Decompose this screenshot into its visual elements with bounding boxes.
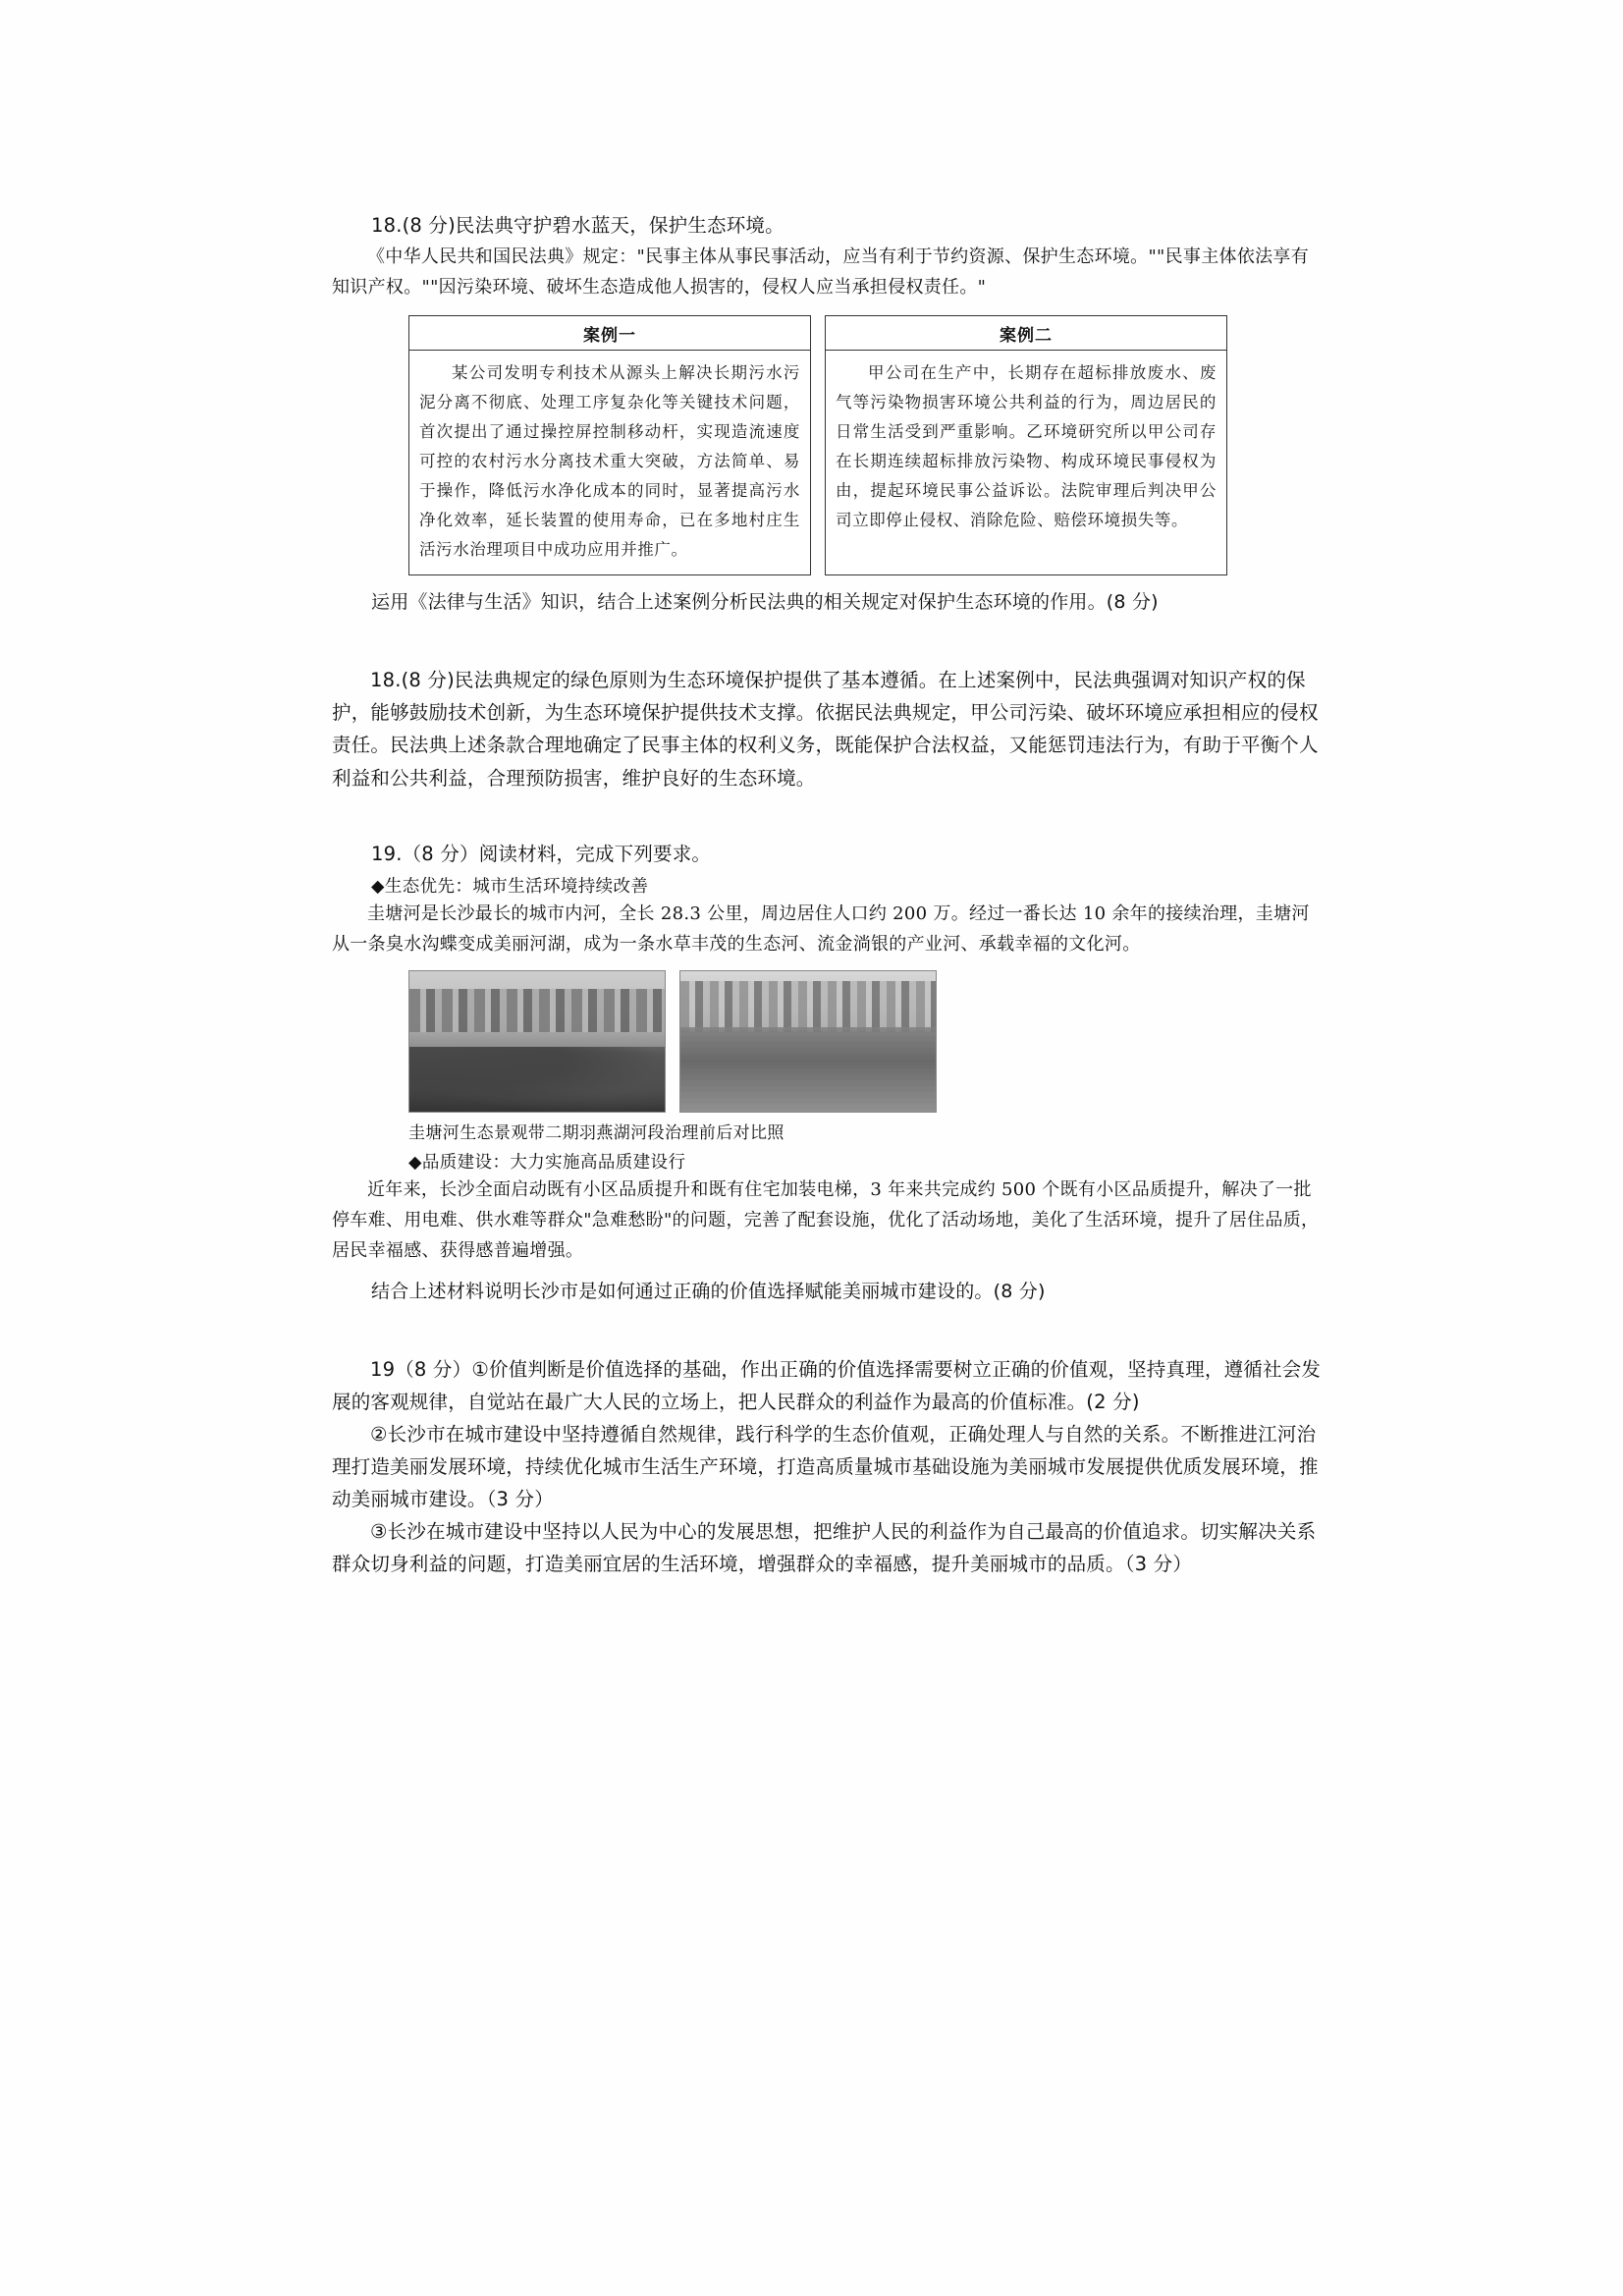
q19-paragraph-1: 圭塘河是长沙最长的城市内河，全长 28.3 公里，周边居住人口约 200 万。经过一番长达 10 余年的接续治理，圭塘河从一条臭水沟蝶变成美丽河湖，成为一条水草丰茂的生态河、流金淌银的产业河、承载幸福的文化河。 [332,902,1310,955]
q19-prompt: 结合上述材料说明长沙市是如何通过正确的价值选择赋能美丽城市建设的。(8 分) [371,1280,1046,1302]
q19-bullet-eco: ◆生态优先：城市生活环境持续改善 [371,876,649,897]
case-two-title: 案例二 [826,316,1226,351]
case-box-two [825,315,1227,575]
photo-before-treatment [408,970,666,1113]
page-content [332,211,1324,1581]
q19-photo-pair [408,970,1324,1113]
case-one-title: 案例一 [409,316,810,351]
q19-answer-item-3: ③长沙在城市建设中坚持以人民为中心的发展思想，把维护人民的利益作为自己最高的价值追求。切实解决关系群众切身利益的问题，打造美丽宜居的生活环境，增强群众的幸福感，提升美丽城市的品质。（3 分） [332,1520,1317,1576]
q19-paragraph-2: 近年来，长沙全面启动既有小区品质提升和既有住宅加装电梯，3 年来共完成约 500 个既有小区品质提升，解决了一批停车难、用电难、供水难等群众"急难愁盼"的问题，完善了配套设施，优化了活动场地，美化了生活环境，提升了居住品质，居民幸福感、获得感普遍增强。 [332,1178,1320,1261]
q18-prompt: 运用《法律与生活》知识，结合上述案例分析民法典的相关规定对保护生态环境的作用。(8 分) [371,591,1159,614]
q18-quote: 《中华人民共和国民法典》规定："民事主体从事民事活动，应当有利于节约资源、保护生态环境。""民事主体依法享有知识产权。""因污染环境、破坏生态造成他人损害的，侵权人应当承担侵权责任。" [332,246,1310,299]
case-box-one [408,315,811,575]
question-18 [332,211,1324,619]
question-19 [332,840,1324,1308]
q19-photo-caption: 圭塘河生态景观带二期羽燕湖河段治理前后对比照 [408,1122,784,1143]
q18-answer [332,664,1324,794]
photo-after-treatment [679,970,937,1113]
case-two-text: 甲公司在生产中，长期存在超标排放废水、废气等污染物损害环境公共利益的行为，周边居民的日常生活受到严重影响。乙环境研究所以甲公司存在长期连续超标排放污染物、构成环境民事侵权为由，提起环境民事公益诉讼。法院审理后判决甲公司立即停止侵权、消除危险、赔偿环境损失等。 [836,363,1217,530]
q19-answer-item-2: ②长沙市在城市建设中坚持遵循自然规律，践行科学的生态价值观，正确处理人与自然的关系。不断推进江河治理打造美丽发展环境，持续优化城市生活生产环境，打造高质量城市基础设施为美丽城市发展提供优质发展环境，推动美丽城市建设。（3 分） [332,1422,1319,1511]
q18-case-table [408,315,1231,575]
q18-answer-text: 18.(8 分)民法典规定的绿色原则为生态环境保护提供了基本遵循。在上述案例中，民法典强调对知识产权的保护，能够鼓励技术创新，为生态环境保护提供技术支撑。依据民法典规定，甲公司污染、破坏环境应承担相应的侵权责任。民法典上述条款合理地确定了民事主体的权利义务，既能保护合法权益，又能惩罚违法行为，有助于平衡个人利益和公共利益，合理预防损害，维护良好的生态环境。 [332,669,1319,790]
q19-title: 19.（8 分）阅读材料，完成下列要求。 [371,842,712,865]
q19-answer [332,1353,1324,1581]
q19-bullet-quality: ◆品质建设：大力实施高品质建设行 [408,1152,686,1173]
q19-answer-item-1: 19（8 分）①价值判断是价值选择的基础，作出正确的价值选择需要树立正确的价值观，坚持真理，遵循社会发展的客观规律，自觉站在最广大人民的立场上，把人民群众的利益作为最高的价值标准。(2 分) [332,1357,1322,1413]
case-one-text: 某公司发明专利技术从源头上解决长期污水污泥分离不彻底、处理工序复杂化等关键技术问题，首次提出了通过操控屏控制移动杆，实现造流速度可控的农村污水分离技术重大突破，方法简单、易于操作，降低污水净化成本的同时，显著提高污水净化效率，延长装置的使用寿命，已在多地村庄生活污水治理项目中成功应用并推广。 [419,363,800,560]
q18-title: 18.(8 分)民法典守护碧水蓝天，保护生态环境。 [371,214,784,237]
